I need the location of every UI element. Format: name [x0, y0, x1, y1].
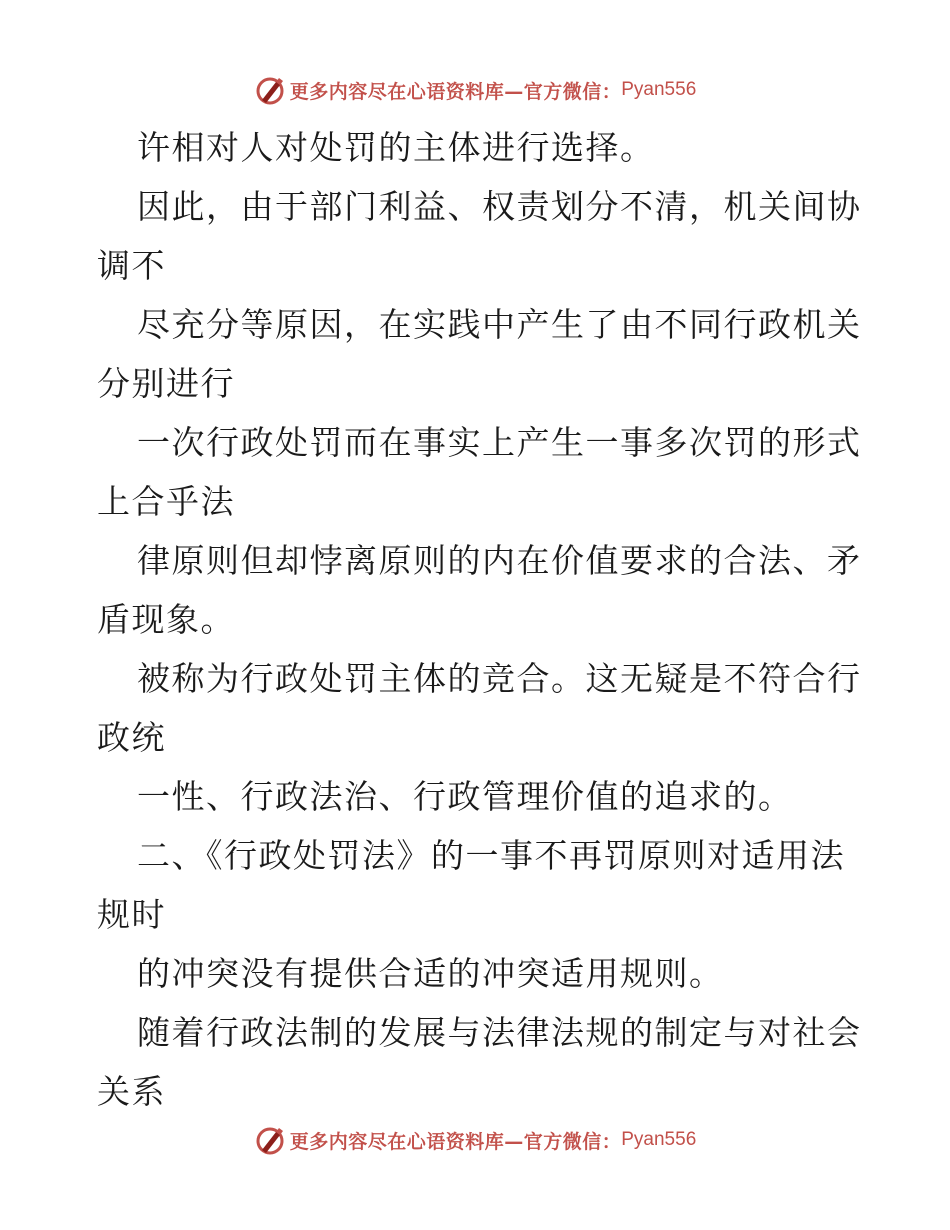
text-line: 尽充分等原因，在实践中产生了由不同行政机关	[137, 305, 862, 344]
watermark-account: Pyan556	[621, 79, 697, 100]
text-line: 因此，由于部门利益、权责划分不清，机关间协	[137, 187, 862, 226]
watermark-text: 更多内容尽在心语资料库—官方微信：	[289, 1130, 622, 1153]
text-line: 关系	[97, 1072, 166, 1111]
text-line: 一性、行政法治、行政管理价值的追求的。	[137, 777, 793, 816]
text-line: 盾现象。	[97, 600, 235, 639]
text-line: 政统	[97, 718, 166, 757]
text-line: 许相对人对处罚的主体进行选择。	[137, 128, 655, 167]
footer-watermark	[0, 1120, 950, 1160]
text-line: 规时	[97, 895, 166, 934]
header-watermark	[0, 70, 950, 110]
text-line: 上合乎法	[97, 482, 235, 521]
watermark-account: Pyan556	[621, 1129, 697, 1150]
text-line: 二、《行政处罚法》的一事不再罚原则对适用法	[137, 836, 845, 875]
text-line: 分别进行	[97, 364, 235, 403]
text-line: 一次行政处罚而在事实上产生一事多次罚的形式	[137, 423, 862, 462]
watermark-text: 更多内容尽在心语资料库—官方微信：	[289, 80, 622, 103]
pen-logo-icon	[254, 1124, 286, 1156]
document-body	[97, 118, 862, 1121]
text-line: 律原则但却悖离原则的内在价值要求的合法、矛	[137, 541, 862, 580]
text-line: 被称为行政处罚主体的竞合。这无疑是不符合行	[137, 659, 862, 698]
text-line: 随着行政法制的发展与法律法规的制定与对社会	[137, 1013, 862, 1052]
text-line: 的冲突没有提供合适的冲突适用规则。	[137, 954, 724, 993]
pen-logo-icon	[254, 74, 286, 106]
text-line: 调不	[97, 246, 166, 285]
